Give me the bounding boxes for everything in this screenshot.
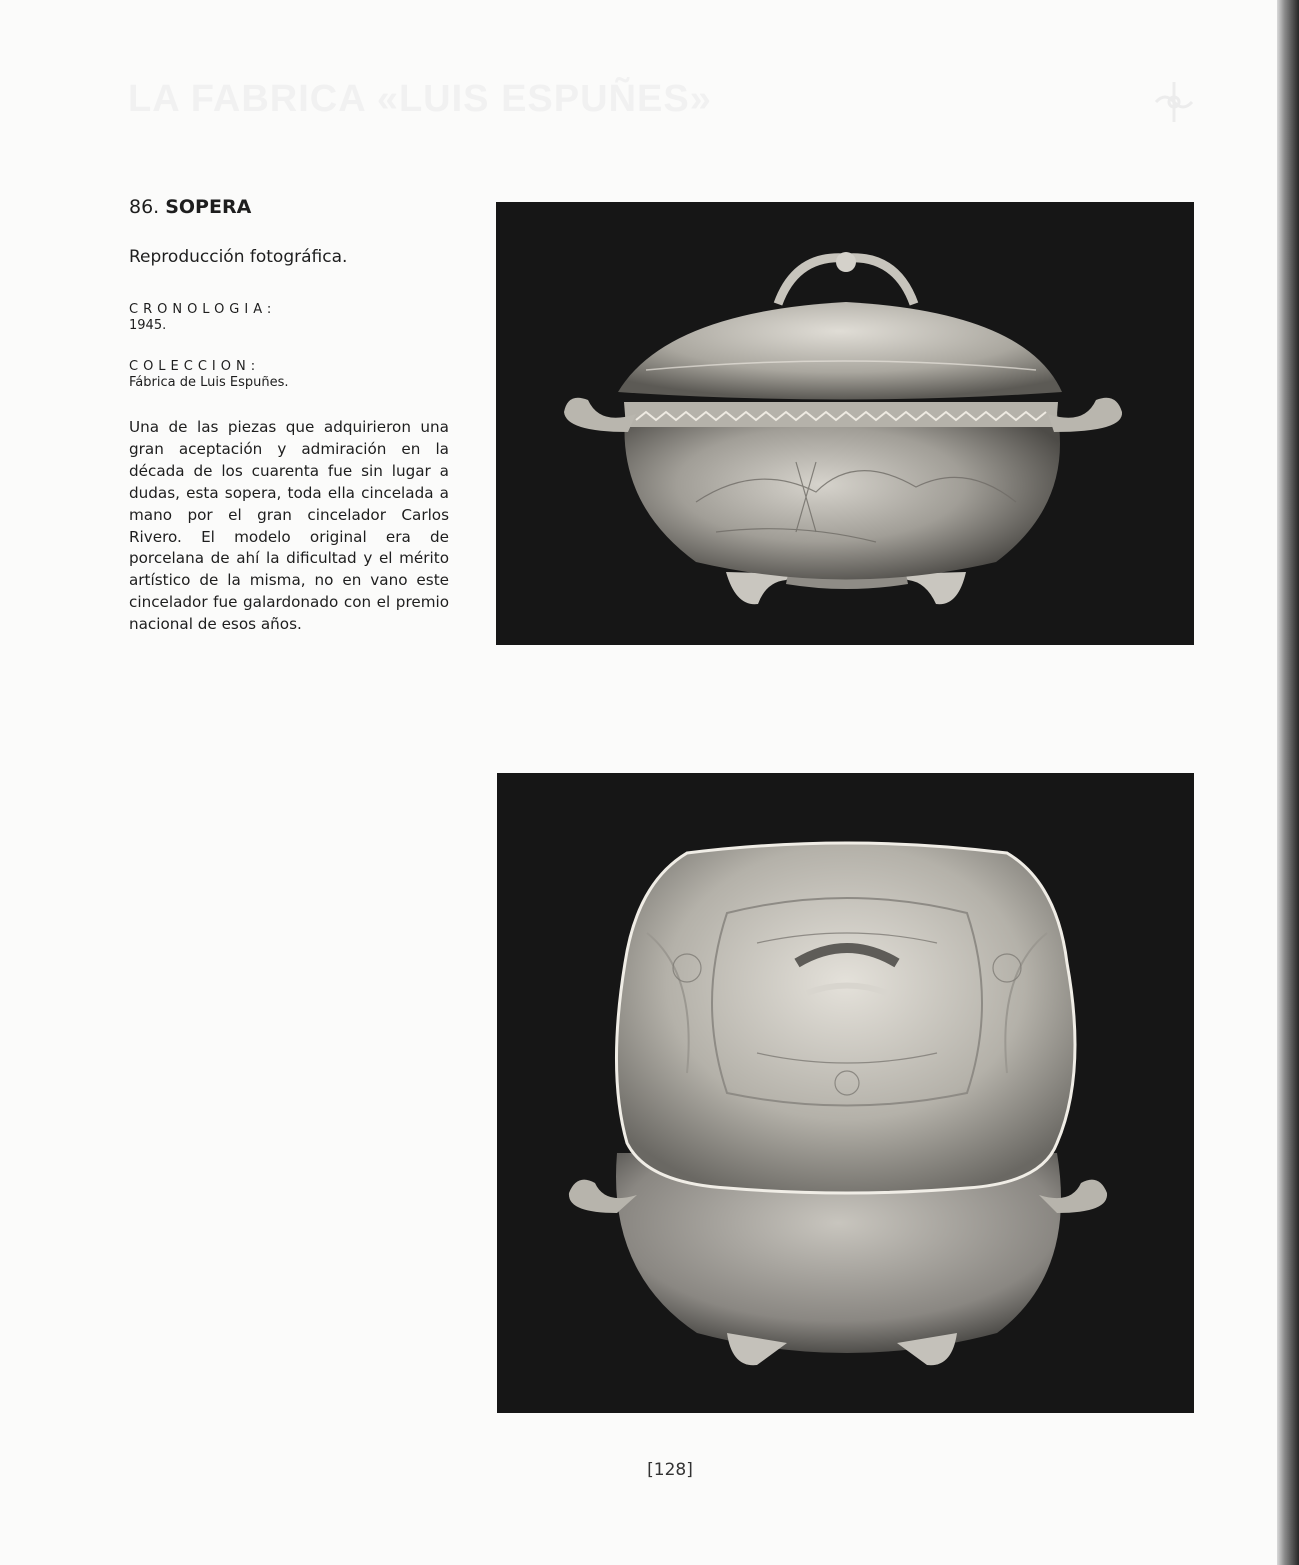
entry-number: 86. — [129, 196, 160, 218]
entry-heading — [129, 196, 251, 218]
entry-description: Una de las piezas que adquirieron una gran aceptación y admiración en la década de los cuarenta fue sin lugar a dudas, esta sopera, toda ella cincelada a mano por el gran cincelador Carlos Rivero. El modelo original era de porcelana de ahí la dificultad y el mérito artístico de la misma, no en vano este cincelador fue galardonado con el premio nacional de esos años. — [129, 418, 449, 634]
tureen-side-photo — [496, 202, 1194, 645]
page-edge-shadow — [1277, 0, 1299, 1565]
tureen-top-photo — [497, 773, 1194, 1413]
page-number: [128] — [647, 1460, 693, 1480]
tureen-top-illustration — [497, 773, 1194, 1413]
entry-title: SOPERA — [165, 196, 252, 218]
chronology-label: CRONOLOGIA: — [129, 302, 277, 317]
chronology-value: 1945. — [129, 318, 167, 333]
running-head: LA FABRICA «LUIS ESPUÑES» — [128, 78, 712, 120]
collection-value: Fábrica de Luis Espuñes. — [129, 375, 289, 390]
ornament-icon — [1150, 78, 1198, 126]
entry-subtitle: Reproducción fotográfica. — [129, 247, 348, 267]
tureen-side-illustration — [496, 202, 1194, 645]
collection-label: COLECCION: — [129, 359, 261, 374]
